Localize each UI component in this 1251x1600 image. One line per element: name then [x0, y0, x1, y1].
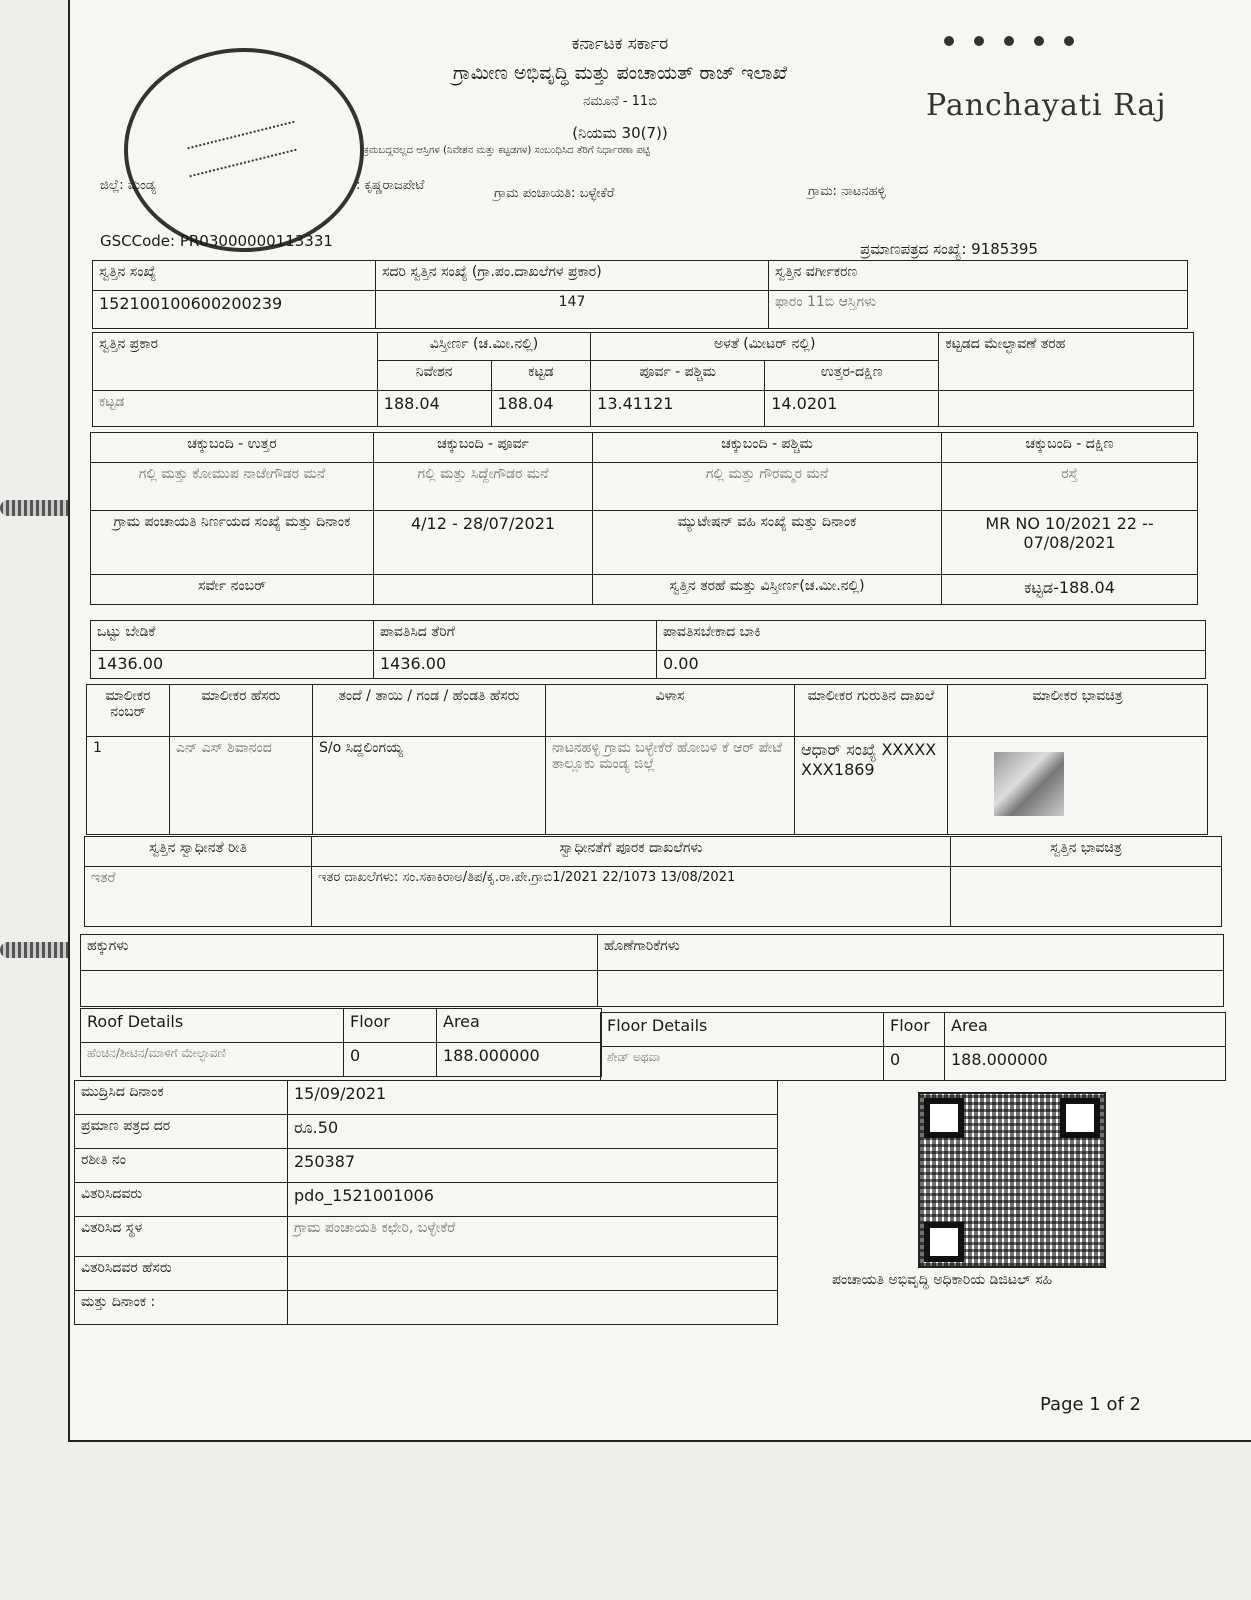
building-label: ಕಟ್ಟಡ [491, 361, 591, 391]
owner-table [86, 684, 1208, 835]
north-boundary: ಗಲ್ಲಿ ಮತ್ತು ಕೋಮುಪ ನಾಜೇಗೌಡರ ಮನೆ [91, 463, 374, 511]
owner-no-label: ಮಾಲೀಕರ ನಂಬರ್ [87, 685, 170, 737]
ownership-table [84, 836, 1222, 927]
issue-date-label: ಮತ್ತು ದಿನಾಂಕ : [75, 1291, 288, 1325]
gp-record-value: 147 [376, 291, 769, 329]
fee-label: ಪ್ರಮಾಣ ಪತ್ರದ ದರ [75, 1115, 288, 1149]
property-type-label: ಸ್ವತ್ತಿನ ಪ್ರಕಾರ [93, 333, 378, 391]
floor-floor-label: Floor [884, 1013, 945, 1047]
page-number: Page 1 of 2 [1040, 1394, 1141, 1415]
district: ಜಿಲ್ಲೆ: ಮಂಡ್ಯ [100, 178, 156, 193]
east-west-label: ಪೂರ್ವ - ಪಶ್ಚಿಮ [591, 361, 765, 391]
certificate-fee: ರೂ.50 [288, 1115, 778, 1149]
demand-label: ಒಟ್ಟು ಬೇಡಿಕೆ [91, 621, 374, 651]
east-west: 13.41121 [591, 391, 765, 427]
liabilities-value [598, 971, 1224, 1007]
property-no: 152100100600200239 [93, 291, 376, 329]
owner-id-label: ಮಾಲೀಕರ ಗುರುತಿನ ದಾಖಲೆ [795, 685, 948, 737]
paid-label: ಪಾವತಿಸಿದ ತೆರಿಗೆ [374, 621, 657, 651]
property-photo [951, 867, 1222, 927]
panchayati-raj-logo: Panchayati Raj [926, 88, 1167, 123]
roof-details-table [80, 1008, 602, 1077]
issuer-label: ವಿತರಿಸಿದವರು [75, 1183, 288, 1217]
owner-address: ನಾಟನಹಳ್ಳಿ ಗ್ರಾಮ ಬಳ್ಳೇಕೆರೆ ಹೋಬಳಿ ಕೆ ಆರ್ ಪೇಟೆ ತಾಲ್ಲೂಕು ಮಂಡ್ಯ ಜಿಲ್ಲೆ [546, 737, 795, 835]
rule-number: (ನಿಯಮ 30(7)) [572, 124, 668, 142]
ownership-method-label: ಸ್ವತ್ತಿನ ಸ್ವಾಧೀನತೆ ರೀತಿ [85, 837, 312, 867]
owner-photo [994, 752, 1064, 816]
gp-decision: 4/12 - 28/07/2021 [374, 511, 593, 575]
north-label: ಚಕ್ಕುಬಂದಿ - ಉತ್ತರ [91, 433, 374, 463]
property-photo-label: ಸ್ವತ್ತಿನ ಭಾವಚಿತ್ರ [951, 837, 1222, 867]
panchayati-raj-emblem [934, 30, 1114, 90]
taluk: : ಕೃಷ್ಣರಾಜಪೇಟೆ [356, 178, 425, 193]
issue-date [288, 1291, 778, 1325]
property-table [92, 260, 1188, 329]
form-number: ನಮೂನೆ - 11ಬಿ [583, 94, 657, 109]
area-table [92, 332, 1194, 427]
certificate-number: ಪ್ರಮಾಣಪತ್ರದ ಸಂಖ್ಯೆ: 9185395 [860, 240, 1038, 258]
roof-floor-label: Floor [344, 1009, 437, 1043]
roof-type: ಹೆಂಚಿನ/ಶೀಟಿನ/ಮಾಳಿಗೆ ಮೇಲ್ಛಾವಣಿ [81, 1043, 344, 1077]
floor-details-table [600, 1012, 1226, 1081]
south-boundary: ರಸ್ತೆ [942, 463, 1198, 511]
balance-due: 0.00 [657, 651, 1206, 679]
owner-photo-label: ಮಾಲೀಕರ ಭಾವಚಿತ್ರ [948, 685, 1208, 737]
roof-details-title: Roof Details [81, 1009, 344, 1043]
balance-label: ಪಾವತಿಸಬೇಕಾದ ಬಾಕಿ [657, 621, 1206, 651]
ownership-method: ಇತರೆ [85, 867, 312, 927]
office-seal [124, 48, 364, 252]
digital-signature-label: ಪಂಚಾಯತಿ ಅಭಿವೃದ್ಧಿ ಅಧಿಕಾರಿಯ ಡಿಜಿಟಲ್ ಸಹಿ [832, 1272, 1053, 1288]
address-label: ವಿಳಾಸ [546, 685, 795, 737]
print-date: 15/09/2021 [288, 1081, 778, 1115]
state-government-title: ಕರ್ನಾಟಕ ಸರ್ಕಾರ [571, 34, 669, 54]
issuer: pdo_1521001006 [288, 1183, 778, 1217]
west-boundary: ಗಲ್ಲಿ ಮತ್ತು ಗೌರಮ್ಮರ ಮನೆ [593, 463, 942, 511]
owner-id: ಆಧಾರ್ ಸಂಖ್ಯೆ XXXXXXXX1869 [795, 737, 948, 835]
print-date-label: ಮುದ್ರಿಸಿದ ದಿನಾಂಕ [75, 1081, 288, 1115]
survey-label: ಸರ್ವೇ ನಂಬರ್ [91, 575, 374, 605]
north-south-label: ಉತ್ತರ-ದಕ್ಷಿಣ [765, 361, 939, 391]
qr-code [918, 1092, 1106, 1268]
floor-area-label: Area [945, 1013, 1226, 1047]
property-type: ಕಟ್ಟಡ [93, 391, 378, 427]
ownership-docs: ಇತರ ದಾಖಲೆಗಳು: ಸಂ.ಸಕಾಕಿರಾಅ/ತಿಪ/ಕೃ.ರಾ.ಪೇ.ಗ್ರಾಬಿ1/2021 22/1073 13/08/2021 [312, 867, 951, 927]
issuer-name-label: ವಿತರಿಸಿದವರ ಹೆಸರು [75, 1257, 288, 1291]
north-south: 14.0201 [765, 391, 939, 427]
type-area-value: ಕಟ್ಟಡ-188.04 [942, 575, 1198, 605]
type-area-label: ಸ್ವತ್ತಿನ ತರಹೆ ಮತ್ತು ವಿಸ್ತೀರ್ಣ(ಚ.ಮೀ.ನಲ್ಲಿ) [593, 575, 942, 605]
floor-details-title: Floor Details [601, 1013, 884, 1047]
owner-name: ಎನ್ ಎಸ್ ಶಿವಾನಂದ [170, 737, 313, 835]
issue-place: ಗ್ರಾಮ ಪಂಚಾಯತಿ ಕಛೇರಿ, ಬಳ್ಳೇಕೆರೆ [288, 1217, 778, 1257]
survey-value [374, 575, 593, 605]
south-label: ಚಕ್ಕುಬಂದಿ - ದಕ್ಷಿಣ [942, 433, 1198, 463]
department-title: ಗ್ರಾಮೀಣ ಅಭಿವೃದ್ಧಿ ಮತ್ತು ಪಂಚಾಯತ್ ರಾಜ್ ಇಲಾಖೆ [452, 62, 788, 84]
west-label: ಚಕ್ಕುಬಂದಿ - ಪಶ್ಚಿಮ [593, 433, 942, 463]
building-area: 188.04 [491, 391, 591, 427]
floor-area: 188.000000 [945, 1047, 1226, 1081]
issuer-name [288, 1257, 778, 1291]
gp-record-label: ಸದರಿ ಸ್ವತ್ತಿನ ಸಂಖ್ಯೆ (ಗ್ರಾ.ಪಂ.ದಾಖಲೆಗಳ ಪ್ರಕಾರ) [376, 261, 769, 291]
floor-floor: 0 [884, 1047, 945, 1081]
roof-area-label: Area [437, 1009, 602, 1043]
gram-panchayat: ಗ್ರಾಮ ಪಂಚಾಯತಿ: ಬಳ್ಳೇಕೆರೆ [494, 186, 615, 201]
classification-value: ಫಾರಂ 11ಬಿ ಆಸ್ತಿಗಳು [769, 291, 1188, 329]
relation-name: S/o ಸಿದ್ದಲಿಂಗಯ್ಯ [313, 737, 546, 835]
ownership-docs-label: ಸ್ವಾಧೀನತೆಗೆ ಪೂರಕ ದಾಖಲೆಗಳು [312, 837, 951, 867]
site-area: 188.04 [377, 391, 491, 427]
rights-value [81, 971, 598, 1007]
liabilities-label: ಹೊಣೆಗಾರಿಕೆಗಳು [598, 935, 1224, 971]
rights-table [80, 934, 1224, 1007]
floor-type: ಶೇಡ್ ಅಥವಾ [601, 1047, 884, 1081]
rights-label: ಹಕ್ಕುಗಳು [81, 935, 598, 971]
receipt-no: 250387 [288, 1149, 778, 1183]
form-subtitle: ಕ್ರಮಬದ್ಧವಲ್ಲದ ಆಸ್ತಿಗಳ (ನಿವೇಶನ ಮತ್ತು ಕಟ್ಟಡಗಳ) ಸಂಬಂಧಿಸಿದ ತೆರಿಗೆ ನಿರ್ಧಾರಣಾ ಪಟ್ಟಿ [364, 145, 651, 156]
mutation-label: ಮ್ಯುಟೇಷನ್ ವಹಿ ಸಂಖ್ಯೆ ಮತ್ತು ದಿನಾಂಕ [593, 511, 942, 575]
boundaries-table [90, 432, 1198, 605]
east-label: ಚಕ್ಕುಬಂದಿ - ಪೂರ್ವ [374, 433, 593, 463]
owner-photo-cell [948, 737, 1208, 835]
owner-name-label: ಮಾಲೀಕರ ಹೆಸರು [170, 685, 313, 737]
place-label: ವಿತರಿಸಿದ ಸ್ಥಳ [75, 1217, 288, 1257]
total-demand: 1436.00 [91, 651, 374, 679]
property-no-label: ಸ್ವತ್ತಿನ ಸಂಖ್ಯೆ [93, 261, 376, 291]
roof-floor: 0 [344, 1043, 437, 1077]
village: ಗ್ರಾಮ: ನಾಟನಹಳ್ಳಿ [808, 184, 886, 199]
east-boundary: ಗಲ್ಲಿ ಮತ್ತು ಸಿದ್ದೇಗೌಡರ ಮನೆ [374, 463, 593, 511]
classification-label: ಸ್ವತ್ತಿನ ವರ್ಗೀಕರಣ [769, 261, 1188, 291]
relation-label: ತಂದೆ / ತಾಯಿ / ಗಂಡ / ಹೆಂಡತಿ ಹೆಸರು [313, 685, 546, 737]
gp-decision-label: ಗ್ರಾಮ ಪಂಚಾಯತಿ ನಿರ್ಣಯದ ಸಂಖ್ಯೆ ಮತ್ತು ದಿನಾಂಕ [91, 511, 374, 575]
gsc-code: GSCCode: PR03000000113331 [100, 232, 333, 250]
owner-no: 1 [87, 737, 170, 835]
issue-details-table [74, 1080, 778, 1325]
roof-area: 188.000000 [437, 1043, 602, 1077]
roof-type-label: ಕಟ್ಟಡದ ಮೇಲ್ಛಾವಣೆ ತರಹ [939, 333, 1194, 391]
site-label: ನಿವೇಶನ [377, 361, 491, 391]
roof-type [939, 391, 1194, 427]
receipt-label: ರಶೀತಿ ನಂ [75, 1149, 288, 1183]
tax-table [90, 620, 1206, 679]
dimension-label: ಅಳತೆ (ಮೀಟರ್ ನಲ್ಲಿ) [591, 333, 939, 361]
mutation-value: MR NO 10/2021 22 -- 07/08/2021 [942, 511, 1198, 575]
area-label: ವಿಸ್ತೀರ್ಣ (ಚ.ಮೀ.ನಲ್ಲಿ) [377, 333, 590, 361]
tax-paid: 1436.00 [374, 651, 657, 679]
